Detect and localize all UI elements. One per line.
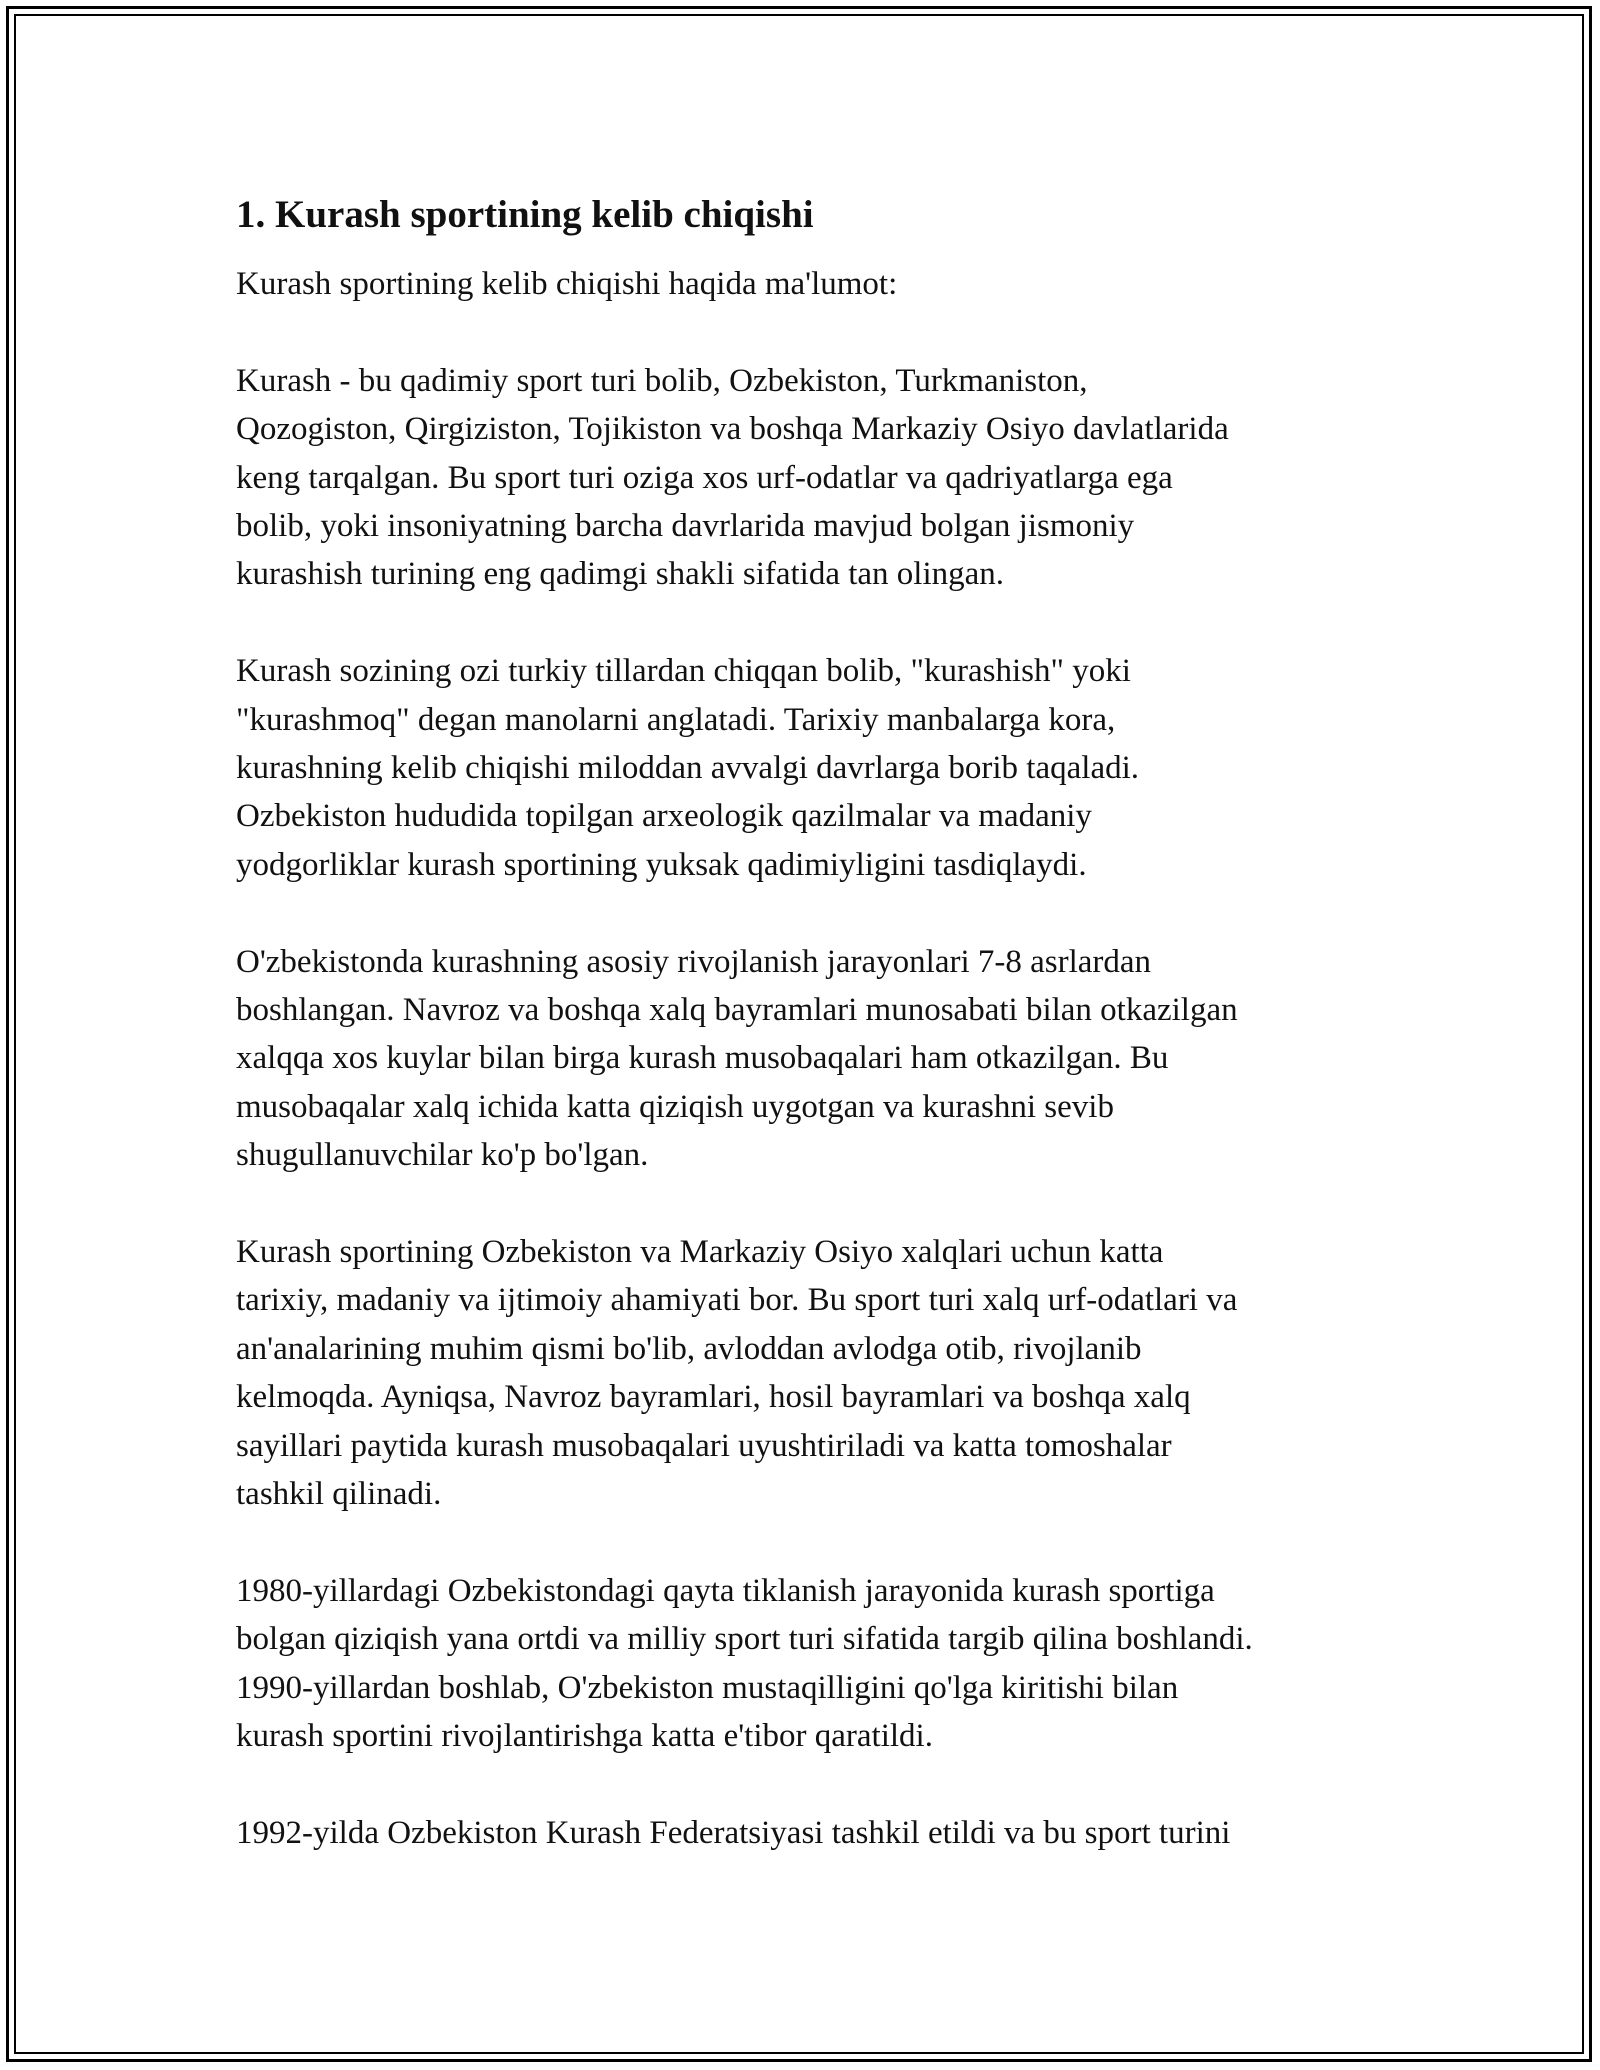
document-body (236, 190, 1386, 1906)
paragraph-significance: Kurash sportining Ozbekiston va Markaziy Osiyo xalqlari uchun katta tarixiy, madaniy va ijtimoiy ahamiyati bor. Bu sport turi xalq urf-odatlari va an'analarining muhim qismi bo'lib, avloddan avlodga otib, rivojlanib kelmoqda. Ayniqsa, Navroz bayramlari, hosil bayramlari va boshqa xalq sayillari paytida kurash musobaqalari uyushtiriladi va katta tomoshalar tashkil qilinadi. (236, 1234, 1238, 1513)
paragraph-development: O'zbekistonda kurashning asosiy rivojlanish jarayonlari 7-8 asrlardan boshlangan. Navroz va boshqa xalq bayramlari munosabati bilan otkazilgan xalqqa xos kuylar bilan birga kurash musobaqalari ham otkazilgan. Bu musobaqalar xalq ichida katta qiziqish uygotgan va kurashni sevib shugullanuvchilar ko'p bo'lgan. (236, 943, 1238, 1174)
paragraph-federation: 1992-yilda Ozbekiston Kurash Federatsiyasi tashkil etildi va bu sport turini (236, 1814, 1231, 1851)
intro-paragraph: Kurash sportining kelib chiqishi haqida ma'lumot: (236, 266, 898, 302)
paragraph-origins: Kurash - bu qadimiy sport turi bolib, Ozbekiston, Turkmaniston, Qozogiston, Qirgiziston, Tojikiston va boshqa Markaziy Osiyo davlatlarida keng tarqalgan. Bu sport turi oziga xos urf-odatlar va qadriyatlarga ega bolib, yoki insoniyatning barcha davrlarida mavjud bolgan jismoniy kurashish turining eng qadimgi shakli sifatida tan olingan. (236, 362, 1229, 593)
paragraph-revival: 1980-yillardagi Ozbekistondagi qayta tiklanish jarayonida kurash sportiga bolgan qiziqish yana ortdi va milliy sport turi sifatida targib qilina boshlandi. 1990-yillardan boshlab, O'zbekiston mustaqilligini qo'lga kiritishi bilan kurash sportini rivojlantirishga katta e'tibor qaratildi. (236, 1572, 1253, 1755)
section-title: 1. Kurash sportining kelib chiqishi (236, 193, 814, 236)
paragraph-etymology: Kurash sozining ozi turkiy tillardan chiqqan bolib, "kurashish" yoki "kurashmoq" degan manolarni anglatadi. Tarixiy manbalarga kora, kurashning kelib chiqishi miloddan avvalgi davrlarga borib taqaladi. Ozbekiston hududida topilgan arxeologik qazilmalar va madaniy yodgorliklar kurash sportining yuksak qadimiyligini tasdiqlaydi. (236, 653, 1140, 883)
